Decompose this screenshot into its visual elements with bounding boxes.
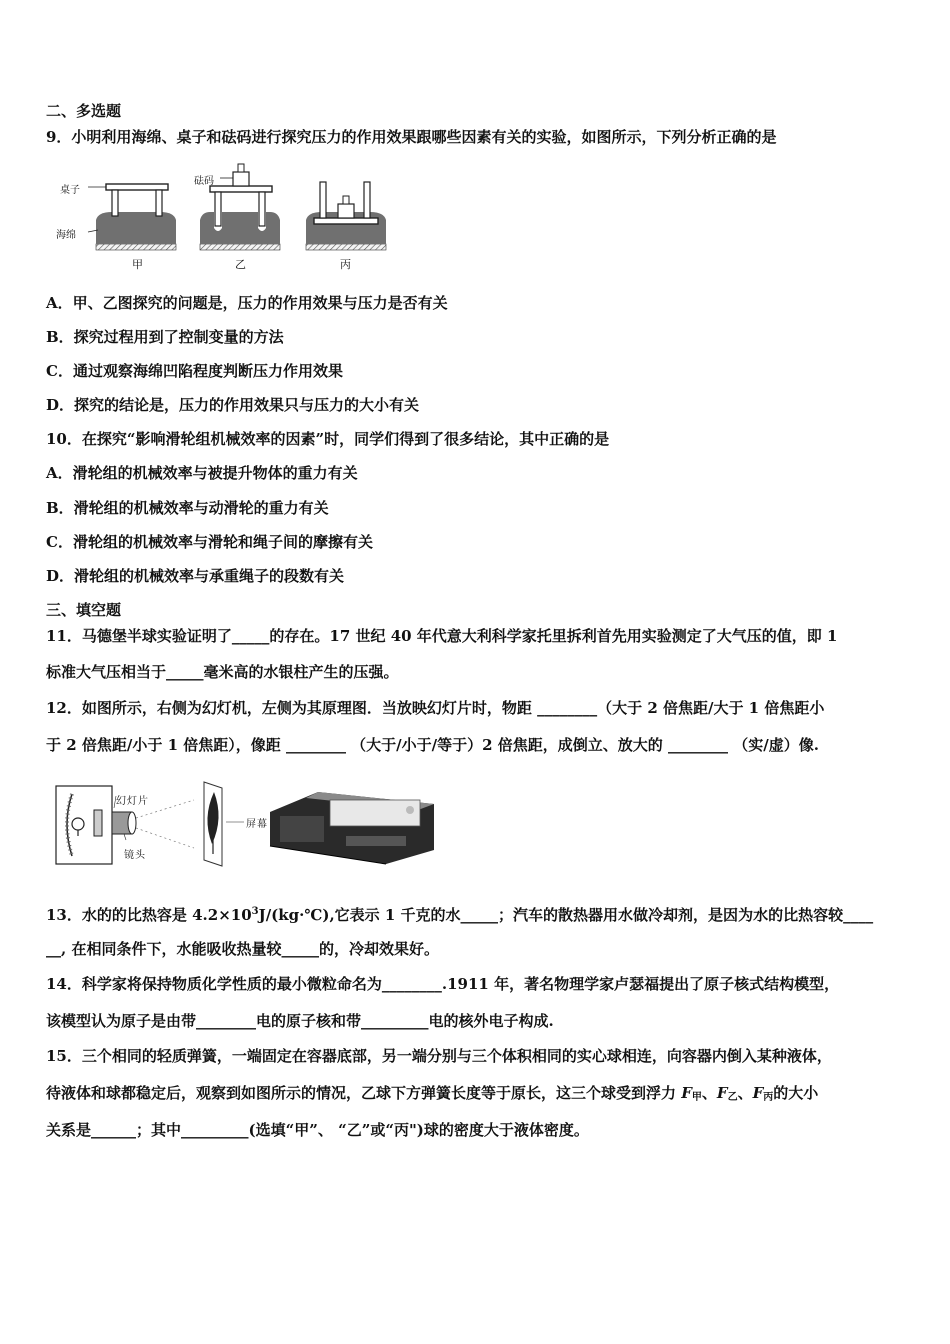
q12-figure — [54, 778, 438, 870]
q11-line1: 11．马德堡半球实验证明了_____的存在。17 世纪 40 年代意大利科学家托里拆利首先用实验测定了大气压的值，即 1 — [46, 627, 838, 645]
q14-line2: 该模型认为原子是由带________电的原子核和带_________电的核外电子构成. — [46, 1012, 554, 1030]
label-lens: 镜头 — [124, 850, 146, 861]
q10-option-c: C．滑轮组的机械效率与滑轮和绳子间的摩擦有关 — [46, 533, 373, 551]
q9-stem: 9．小明利用海绵、桌子和砝码进行探究压力的作用效果跟哪些因素有关的实验，如图所示，下列分析正确的是 — [46, 128, 777, 146]
sub-jia: 甲 — [691, 1092, 702, 1103]
screen-with-leaf — [204, 782, 244, 866]
q11-line2: 标准大气压相当于_____毫米高的水银柱产生的压强。 — [46, 663, 399, 681]
q10-option-a: A．滑轮组的机械效率与被提升物体的重力有关 — [46, 464, 358, 482]
q13-line1-part-b: J/(kg·℃),它表示 1 千克的水_____；汽车的散热器用水做冷却剂，是因为水的比热容较____ — [258, 906, 874, 924]
q15-line2-part-b: 的大小 — [773, 1084, 819, 1102]
sub-yi: 乙 — [727, 1092, 738, 1103]
q12-line1: 12．如图所示，右侧为幻灯机，左侧为其原理图．当放映幻灯片时，物距 ________（大于 2 倍焦距/大于 1 倍焦距小 — [46, 699, 825, 717]
section-multiple-choice: 二、多选题 — [46, 102, 122, 120]
label-table: 桌子 — [60, 185, 80, 196]
caption-yi: 乙 — [235, 258, 246, 271]
q9-option-c: C．通过观察海绵凹陷程度判断压力作用效果 — [46, 362, 343, 380]
q15-line2 — [46, 1082, 916, 1109]
q9-option-a: A．甲、乙图探究的问题是，压力的作用效果与压力是否有关 — [46, 294, 448, 312]
q9-option-d: D．探究的结论是，压力的作用效果只与压力的大小有关 — [46, 396, 420, 414]
figure-jia — [88, 184, 176, 250]
caption-jia: 甲 — [132, 258, 143, 271]
q10-option-d: D．滑轮组的机械效率与承重绳子的段数有关 — [46, 567, 345, 585]
q14-line1: 14．科学家将保持物质化学性质的最小微粒命名为________.1911 年，著名物理学家卢瑟福提出了原子核式结构模型， — [46, 975, 840, 993]
label-sponge: 海绵 — [56, 230, 76, 241]
q13-exponent: 3 — [251, 906, 259, 917]
label-weight: 砝码 — [194, 176, 214, 187]
sub-bing: 丙 — [763, 1092, 774, 1103]
q13-line1-part-a: 13．水的的比热容是 4.2×10 — [46, 906, 252, 924]
q10-option-b: B．滑轮组的机械效率与动滑轮的重力有关 — [46, 499, 329, 517]
force-f-yi: F — [716, 1084, 728, 1102]
q15-line1: 15．三个相同的轻质弹簧，一端固定在容器底部，另一端分别与三个体积相同的实心球相连，向容器内倒入某种液体， — [46, 1047, 832, 1065]
projector-device — [270, 792, 434, 864]
force-f-bing: F — [752, 1084, 764, 1102]
force-f-jia: F — [681, 1084, 692, 1102]
figure-bing — [306, 182, 386, 250]
label-screen: 屏幕 — [246, 819, 268, 830]
q13-line2: __, 在相同条件下，水能吸收热量较_____的，冷却效果好。 — [46, 940, 439, 958]
sep-1: 、 — [701, 1084, 717, 1102]
q15-line3: 关系是______；其中_________(选填“甲”、 “乙”或“丙")球的密度大于液体密度。 — [46, 1121, 589, 1139]
label-slide: 幻灯片 — [116, 796, 149, 807]
q15-line2-part-a: 待液体和球都稳定后，观察到如图所示的情况，乙球下方弹簧长度等于原长，这三个球受到浮力 — [46, 1084, 682, 1102]
q13-line1 — [46, 901, 916, 926]
section-fill-blank: 三、填空题 — [46, 601, 122, 619]
q10-stem: 10．在探究“影响滑轮组机械效率的因素”时，同学们得到了很多结论，其中正确的是 — [46, 430, 610, 448]
caption-bing: 丙 — [340, 258, 351, 271]
q9-option-b: B．探究过程用到了控制变量的方法 — [46, 328, 284, 346]
sep-2: 、 — [737, 1084, 753, 1102]
q12-line2: 于 2 倍焦距/小于 1 倍焦距），像距 ________ （大于/小于/等于）2 倍焦距，成倒立、放大的 ________ （实/虚）像. — [46, 736, 819, 754]
q9-figure — [52, 160, 392, 272]
